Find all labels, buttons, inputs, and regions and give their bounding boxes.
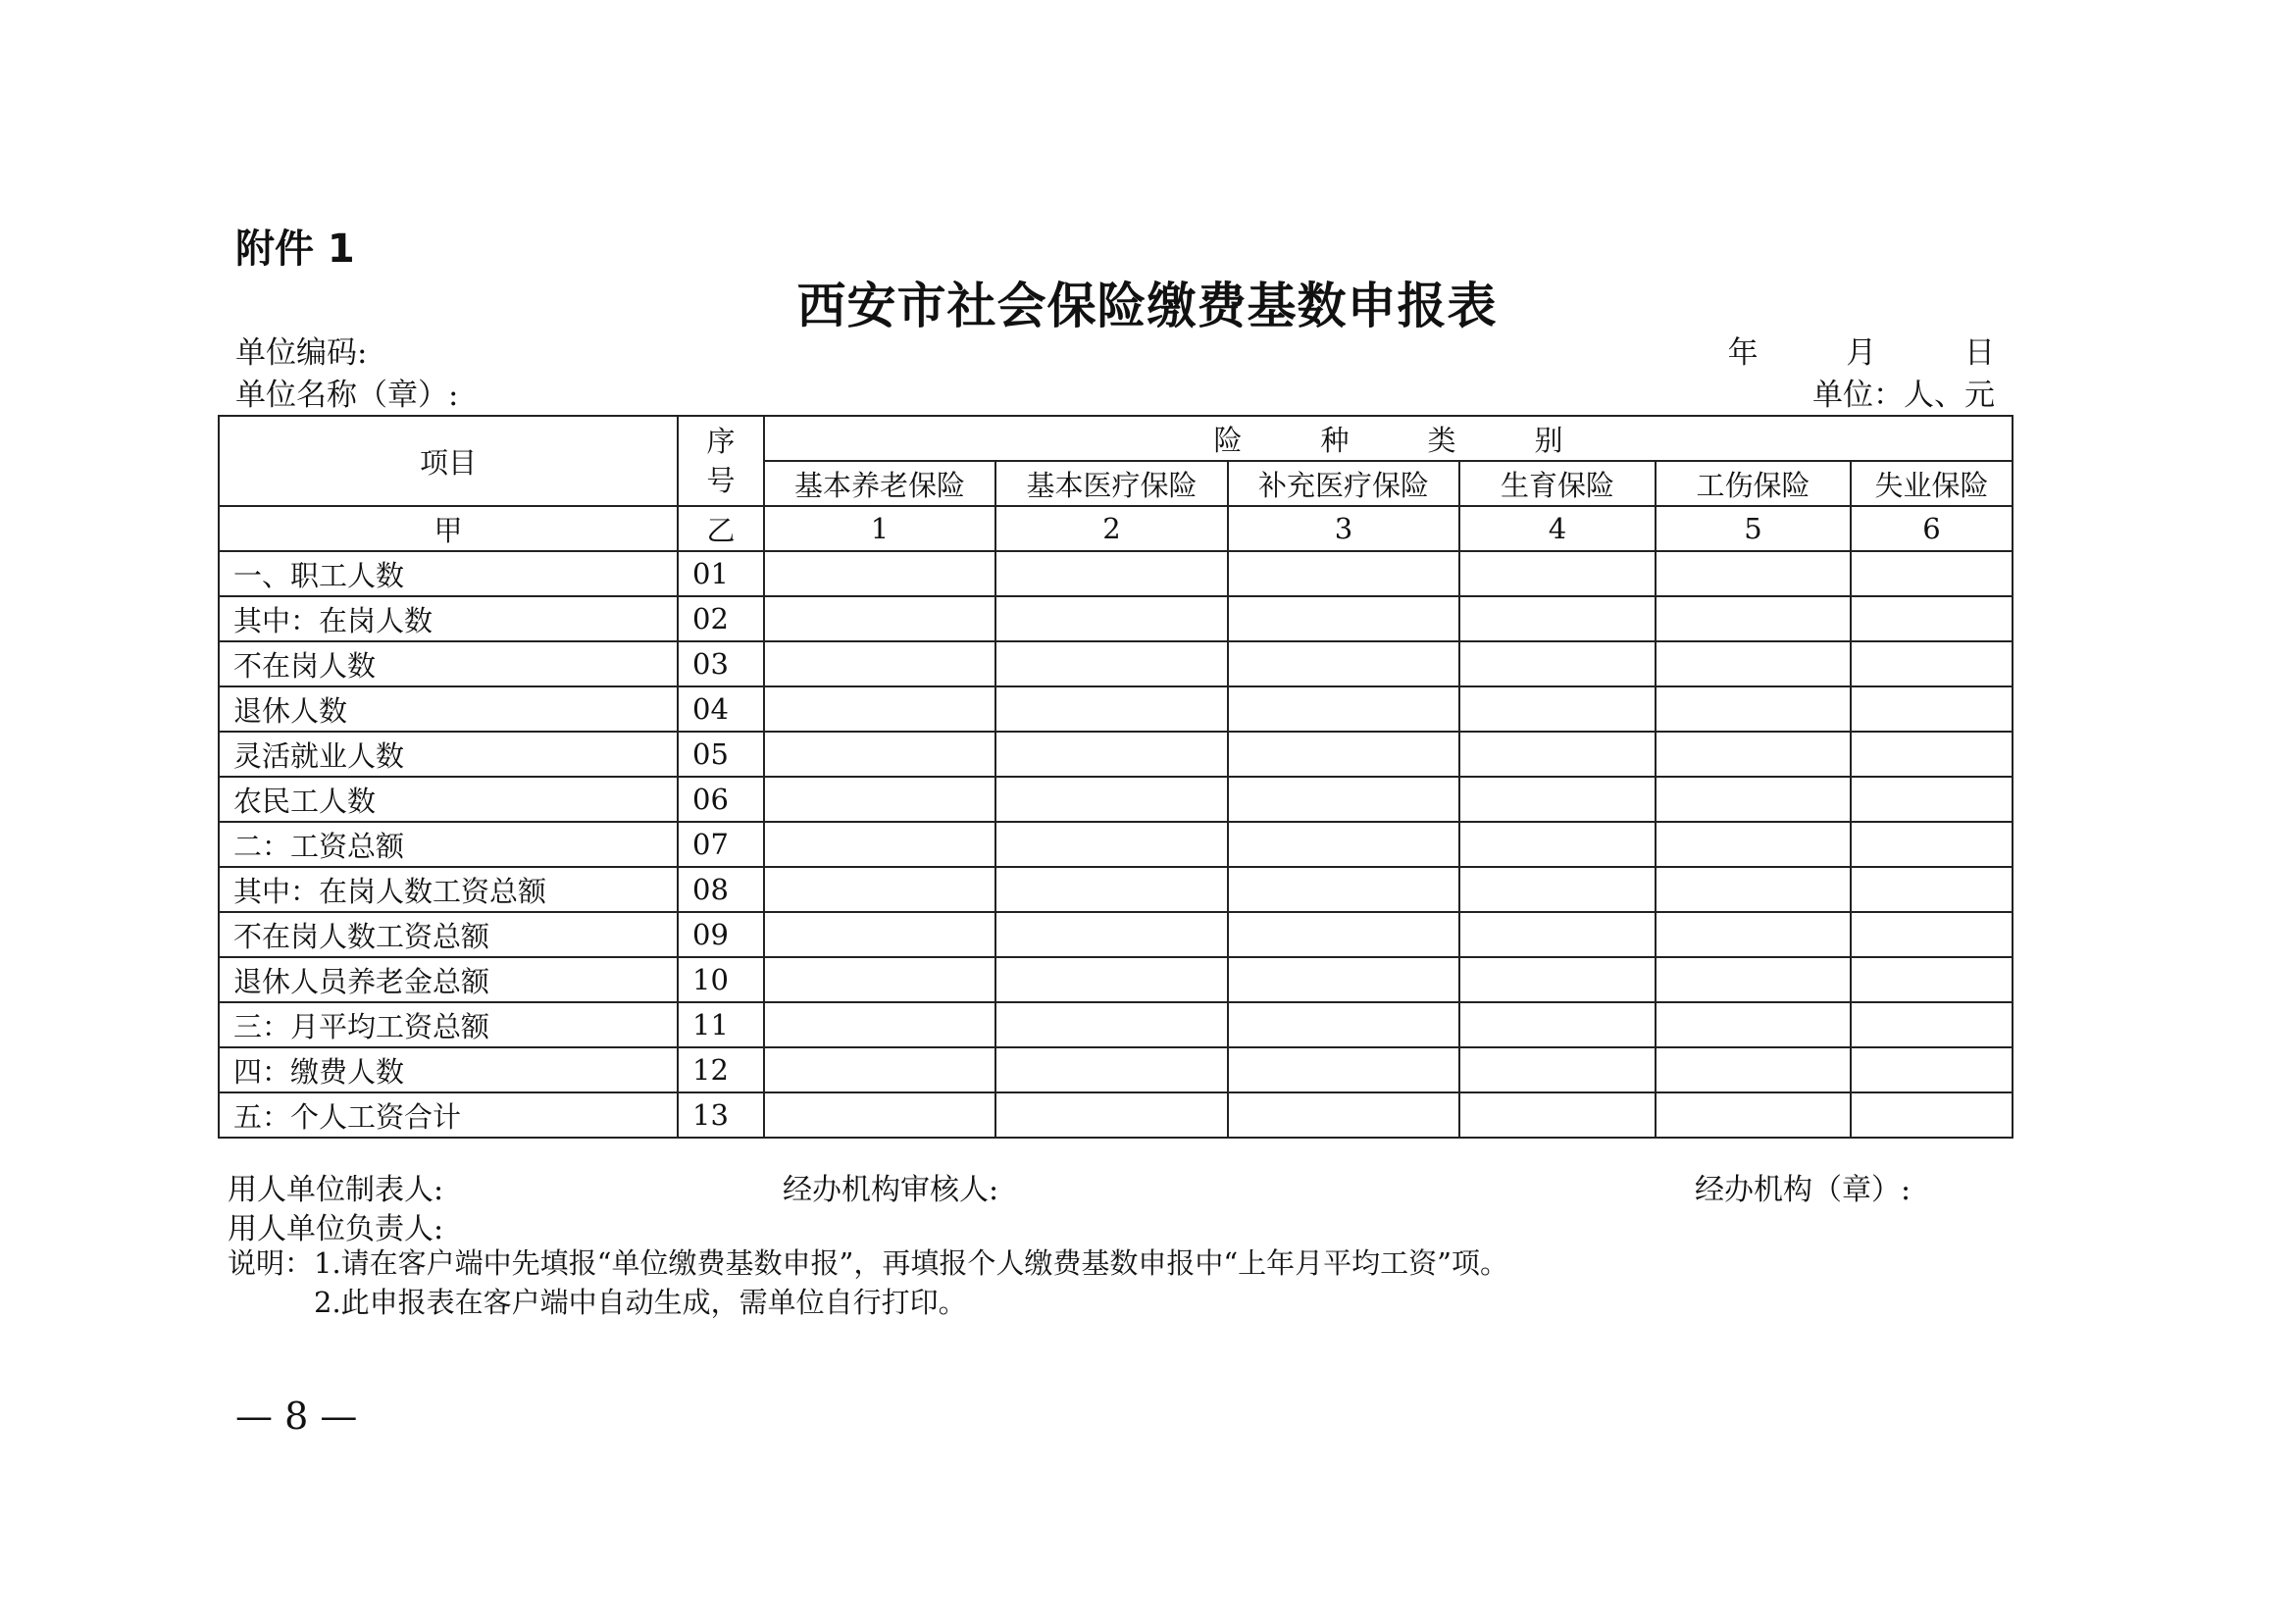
item-header: 项目 <box>219 416 678 506</box>
input-cell[interactable] <box>995 867 1228 912</box>
input-cell[interactable] <box>764 822 995 867</box>
row-item-label: 五：个人工资合计 <box>219 1092 678 1138</box>
input-cell[interactable] <box>1851 596 2013 641</box>
seq-header-bottom: 号 <box>706 464 736 497</box>
table-row <box>219 867 2013 912</box>
row-item-label: 农民工人数 <box>219 777 678 822</box>
input-cell[interactable] <box>995 777 1228 822</box>
input-cell[interactable] <box>764 957 995 1002</box>
input-cell[interactable] <box>1459 1092 1656 1138</box>
row-seq: 07 <box>678 822 764 867</box>
table-row <box>219 686 2013 732</box>
column-header-5: 工伤保险 <box>1656 461 1851 506</box>
input-cell[interactable] <box>1228 732 1459 777</box>
column-header-4: 生育保险 <box>1459 461 1656 506</box>
row-seq: 12 <box>678 1047 764 1092</box>
year-label: 年 <box>1727 335 1759 371</box>
input-cell[interactable] <box>995 1092 1228 1138</box>
input-cell[interactable] <box>995 1002 1228 1047</box>
input-cell[interactable] <box>1459 686 1656 732</box>
code-col-1: 1 <box>764 506 995 551</box>
row-item-label: 其中：在岗人数工资总额 <box>219 867 678 912</box>
input-cell[interactable] <box>1656 1002 1851 1047</box>
input-cell[interactable] <box>764 551 995 596</box>
input-cell[interactable] <box>1459 641 1656 686</box>
attachment-label: 附件 1 <box>235 227 355 272</box>
code-col-4: 4 <box>1459 506 1656 551</box>
row-item-label: 三：月平均工资总额 <box>219 1002 678 1047</box>
input-cell[interactable] <box>1656 1047 1851 1092</box>
unit-code-label: 单位编码: <box>235 335 368 371</box>
note-2: 2.此申报表在客户端中自动生成，需单位自行打印。 <box>314 1286 967 1319</box>
unit-name-label: 单位名称（章）: <box>235 378 459 413</box>
column-header-6: 失业保险 <box>1851 461 2013 506</box>
code-seq: 乙 <box>678 506 764 551</box>
input-cell[interactable] <box>1851 1092 2013 1138</box>
input-cell[interactable] <box>1656 957 1851 1002</box>
input-cell[interactable] <box>764 641 995 686</box>
input-cell[interactable] <box>995 596 1228 641</box>
row-item-label: 四：缴费人数 <box>219 1047 678 1092</box>
table-row <box>219 1092 2013 1138</box>
row-seq: 06 <box>678 777 764 822</box>
input-cell[interactable] <box>764 596 995 641</box>
code-col-3: 3 <box>1228 506 1459 551</box>
table-row <box>219 1047 2013 1092</box>
input-cell[interactable] <box>995 1047 1228 1092</box>
table-row <box>219 641 2013 686</box>
input-cell[interactable] <box>995 822 1228 867</box>
input-cell[interactable] <box>995 732 1228 777</box>
input-cell[interactable] <box>1459 822 1656 867</box>
row-seq: 08 <box>678 867 764 912</box>
input-cell[interactable] <box>1656 912 1851 957</box>
row-seq: 10 <box>678 957 764 1002</box>
declaration-table <box>218 415 2014 1139</box>
row-item-label: 二：工资总额 <box>219 822 678 867</box>
input-cell[interactable] <box>1228 1047 1459 1092</box>
input-cell[interactable] <box>1459 957 1656 1002</box>
input-cell[interactable] <box>1459 596 1656 641</box>
row-seq: 05 <box>678 732 764 777</box>
input-cell[interactable] <box>1459 551 1656 596</box>
seq-header <box>678 416 764 506</box>
input-cell[interactable] <box>1459 732 1656 777</box>
input-cell[interactable] <box>1851 822 2013 867</box>
code-item: 甲 <box>219 506 678 551</box>
input-cell[interactable] <box>995 912 1228 957</box>
input-cell[interactable] <box>764 1002 995 1047</box>
date-line <box>1728 328 1995 372</box>
row-item-label: 一、职工人数 <box>219 551 678 596</box>
input-cell[interactable] <box>1228 777 1459 822</box>
header-row-1 <box>219 416 2013 461</box>
category-header: 险种类别 <box>764 416 2013 461</box>
input-cell[interactable] <box>1656 777 1851 822</box>
input-cell[interactable] <box>764 777 995 822</box>
form-title: 西安市社会保险缴费基数申报表 <box>796 277 1498 334</box>
input-cell[interactable] <box>1851 551 2013 596</box>
input-cell[interactable] <box>1656 732 1851 777</box>
column-header-2: 基本医疗保险 <box>995 461 1228 506</box>
table-row <box>219 777 2013 822</box>
input-cell[interactable] <box>1228 596 1459 641</box>
table-row <box>219 822 2013 867</box>
row-seq: 04 <box>678 686 764 732</box>
input-cell[interactable] <box>1656 822 1851 867</box>
page-number: — 8 — <box>235 1395 358 1438</box>
input-cell[interactable] <box>1851 1002 2013 1047</box>
input-cell[interactable] <box>764 912 995 957</box>
reviewer-label: 经办机构审核人: <box>783 1173 999 1207</box>
input-cell[interactable] <box>1459 1002 1656 1047</box>
input-cell[interactable] <box>1459 777 1656 822</box>
day-label: 日 <box>1964 335 1995 371</box>
input-cell[interactable] <box>1851 1047 2013 1092</box>
row-seq: 03 <box>678 641 764 686</box>
month-label: 月 <box>1846 335 1877 371</box>
input-cell[interactable] <box>1228 867 1459 912</box>
input-cell[interactable] <box>1459 867 1656 912</box>
preparer-label: 用人单位制表人: <box>228 1173 444 1207</box>
code-col-6: 6 <box>1851 506 2013 551</box>
input-cell[interactable] <box>764 1047 995 1092</box>
input-cell[interactable] <box>1228 1002 1459 1047</box>
input-cell[interactable] <box>1656 1092 1851 1138</box>
code-col-2: 2 <box>995 506 1228 551</box>
row-item-label: 退休人员养老金总额 <box>219 957 678 1002</box>
input-cell[interactable] <box>764 686 995 732</box>
code-col-5: 5 <box>1656 506 1851 551</box>
input-cell[interactable] <box>995 641 1228 686</box>
column-header-3: 补充医疗保险 <box>1228 461 1459 506</box>
row-item-label: 其中：在岗人数 <box>219 596 678 641</box>
input-cell[interactable] <box>1228 957 1459 1002</box>
input-cell[interactable] <box>1851 957 2013 1002</box>
table-row <box>219 732 2013 777</box>
input-cell[interactable] <box>1851 686 2013 732</box>
input-cell[interactable] <box>764 1092 995 1138</box>
input-cell[interactable] <box>995 957 1228 1002</box>
code-row <box>219 506 2013 551</box>
input-cell[interactable] <box>1228 551 1459 596</box>
note-label: 说明： <box>228 1246 314 1280</box>
input-cell[interactable] <box>1656 596 1851 641</box>
input-cell[interactable] <box>1459 1047 1656 1092</box>
input-cell[interactable] <box>1228 912 1459 957</box>
table-row <box>219 912 2013 957</box>
agency-stamp-label: 经办机构（章）: <box>1695 1173 1912 1207</box>
input-cell[interactable] <box>1656 867 1851 912</box>
input-cell[interactable] <box>1228 822 1459 867</box>
input-cell[interactable] <box>1228 1092 1459 1138</box>
input-cell[interactable] <box>1228 641 1459 686</box>
input-cell[interactable] <box>1851 912 2013 957</box>
row-item-label: 灵活就业人数 <box>219 732 678 777</box>
input-cell[interactable] <box>1459 912 1656 957</box>
row-item-label: 不在岗人数 <box>219 641 678 686</box>
table-row <box>219 551 2013 596</box>
row-seq: 13 <box>678 1092 764 1138</box>
input-cell[interactable] <box>1851 641 2013 686</box>
input-cell[interactable] <box>1228 686 1459 732</box>
note-1: 1.请在客户端中先填报“单位缴费基数申报”，再填报个人缴费基数申报中“上年月平均工资”项。 <box>314 1246 1508 1280</box>
row-seq: 11 <box>678 1002 764 1047</box>
table-row <box>219 596 2013 641</box>
table-row <box>219 1002 2013 1047</box>
row-seq: 02 <box>678 596 764 641</box>
input-cell[interactable] <box>764 732 995 777</box>
input-cell[interactable] <box>1656 641 1851 686</box>
row-item-label: 不在岗人数工资总额 <box>219 912 678 957</box>
row-item-label: 退休人数 <box>219 686 678 732</box>
input-cell[interactable] <box>995 551 1228 596</box>
input-cell[interactable] <box>1656 686 1851 732</box>
input-cell[interactable] <box>995 686 1228 732</box>
row-seq: 01 <box>678 551 764 596</box>
input-cell[interactable] <box>764 867 995 912</box>
seq-header-top: 序 <box>706 425 736 458</box>
table-row <box>219 957 2013 1002</box>
column-header-1: 基本养老保险 <box>764 461 995 506</box>
input-cell[interactable] <box>1656 551 1851 596</box>
input-cell[interactable] <box>1851 732 2013 777</box>
unit-measure-label: 单位：人、元 <box>1812 378 1995 413</box>
row-seq: 09 <box>678 912 764 957</box>
input-cell[interactable] <box>1851 867 2013 912</box>
leader-label: 用人单位负责人: <box>228 1212 444 1246</box>
input-cell[interactable] <box>1851 777 2013 822</box>
